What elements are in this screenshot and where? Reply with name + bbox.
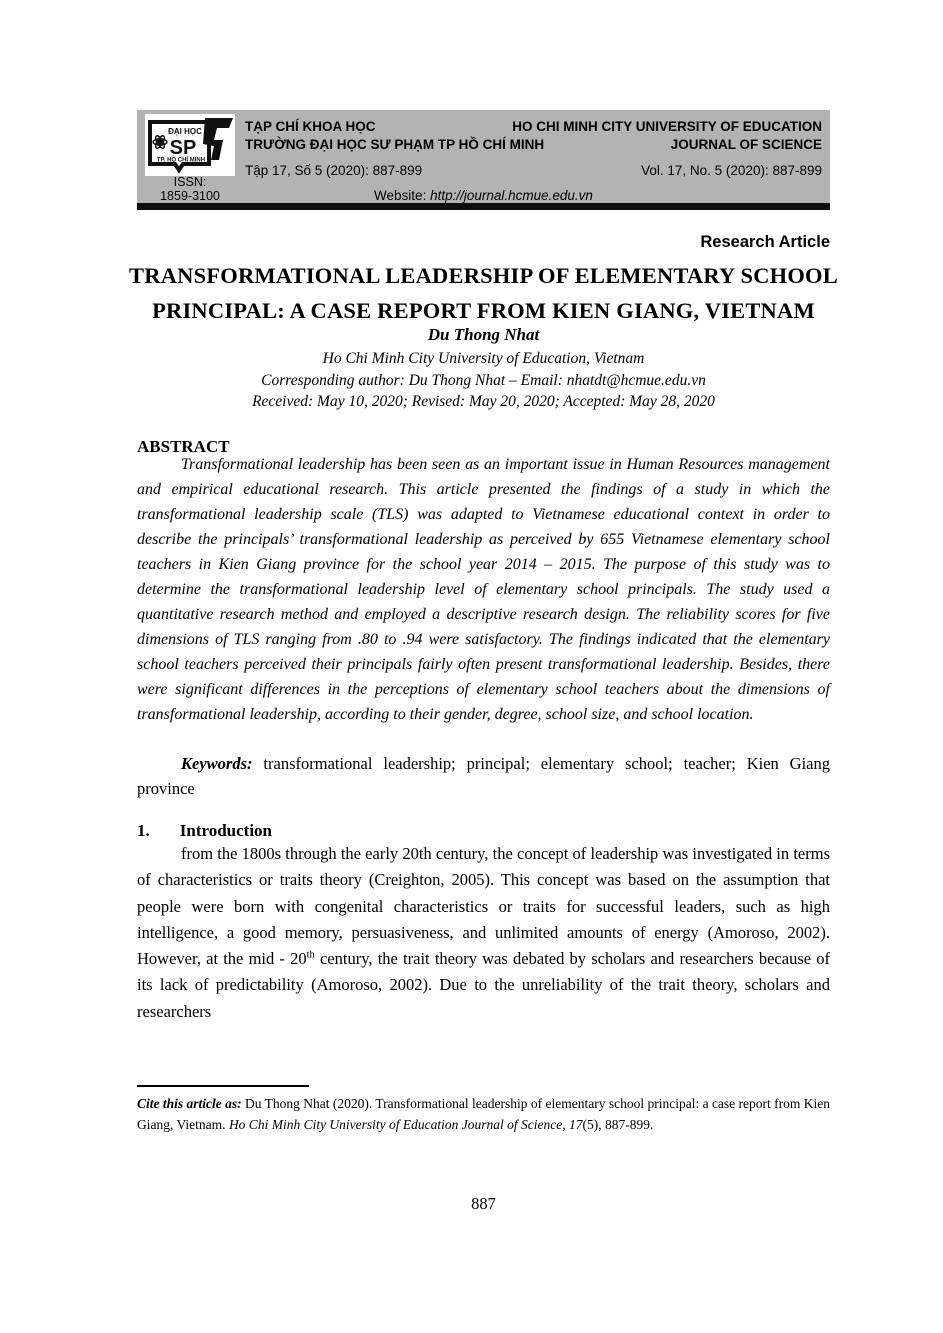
citation-note <box>137 1094 830 1135</box>
intro-text-part2: century, the trait theory was debated by scholars and researchers because of its lack of predictability (Amoroso, 2002). Due to the unreliability of the trait theory, scholars and researchers <box>137 949 831 1021</box>
journal-title-vietnamese <box>245 118 544 153</box>
corresponding-author-line: Corresponding author: Du Thong Nhat – Email: nhatdt@hcmue.edu.vn <box>261 372 706 389</box>
cite-issue-pages: (5), 887-899. <box>582 1116 654 1132</box>
journal-title-en-line2: JOURNAL OF SCIENCE <box>670 136 822 152</box>
issn-label: ISSN: <box>173 175 207 189</box>
logo-text-dai-hoc: ĐẠI HỌC <box>168 127 202 136</box>
keywords-text: transformational leadership; principal; elementary school; teacher; Kien Giang province <box>137 754 831 798</box>
logo-text-sp: SP <box>169 137 197 159</box>
article-title-line1: TRANSFORMATIONAL LEADERSHIP OF ELEMENTARY SCHOOL <box>129 263 838 288</box>
website-line <box>137 188 830 203</box>
keywords-label: Keywords: <box>181 754 253 773</box>
issue-info-vietnamese: Tập 17, Số 5 (2020): 887-899 <box>245 163 423 178</box>
article-dates-line: Received: May 10, 2020; Revised: May 20, 2020; Accepted: May 28, 2020 <box>252 393 715 410</box>
website-url: http://journal.hcmue.edu.vn <box>430 188 593 203</box>
issue-info-english: Vol. 17, No. 5 (2020): 887-899 <box>641 163 822 178</box>
intro-superscript: th <box>306 949 315 961</box>
footnote-divider <box>137 1085 309 1087</box>
section-number: 1. <box>137 821 150 840</box>
website-label: Website: <box>374 188 427 203</box>
intro-text-part1: from the 1800s through the early 20th century, the concept of leadership was investigated in terms of characteristics or traits theory (Creighton, 2005). This concept was based on the assumption that people were born with congenital characteristics or traits for successful leaders, such as high intelligence, a good memory, persuasiveness, and unlimited amounts of energy (Amoroso, 2002). However, at the mid - 20 <box>137 844 830 969</box>
abstract-paragraph: Transformational leadership has been seen as an important issue in Human Resources management and empirical educational research. This article presented the findings of a study in which the transformational leadership scale (TLS) was adapted to Vietnamese educational context in order to describe the principals’ transformational leadership as perceived by 655 Vietnamese elementary school teachers in Kien Giang province for the school year 2014 – 2015. The purpose of this study was to determine the transformational leadership level of elementary school principals. The study used a quantitative research method and employed a descriptive research design. The reliability scores for five dimensions of TLS ranging from .80 to .94 were satisfactory. The findings indicated that the elementary school teachers perceived their principals fairly often present transformational leadership. Besides, there were significant differences in the perceptions of elementary school teachers about the dimensions of transformational leadership, according to their gender, degree, school size, and school location. <box>137 456 830 723</box>
university-logo <box>145 114 235 176</box>
article-title <box>120 258 847 328</box>
logo-text-tphcm: TP. HỒ CHÍ MINH <box>156 157 206 164</box>
article-title-line2: PRINCIPAL: A CASE REPORT FROM KIEN GIANG, VIETNAM <box>152 298 815 323</box>
author-name: Du Thong Nhat <box>427 325 540 344</box>
journal-title-en-line1: HO CHI MINH CITY UNIVERSITY OF EDUCATION <box>512 119 822 134</box>
keywords-line <box>137 751 830 801</box>
journal-title-english <box>512 118 822 153</box>
cite-text: Du Thong Nhat (2020). Transformational leadership of elementary school principal: a case report from Kien Giang, Vietnam. <box>137 1096 831 1132</box>
issn-value: 1859-3100 <box>160 188 220 203</box>
abstract-heading: ABSTRACT <box>137 437 230 456</box>
journal-header <box>137 110 830 210</box>
university-logo-emblem <box>145 114 235 176</box>
author-affiliation: Ho Chi Minh City University of Education, Vietnam <box>322 350 645 367</box>
journal-title-vi-line1: TẠP CHÍ KHOA HỌC <box>245 119 376 134</box>
header-divider-bar <box>137 203 830 210</box>
journal-title-vi-line2: TRƯỜNG ĐẠI HỌC SƯ PHẠM TP HỒ CHÍ MINH <box>245 136 545 152</box>
cite-label: Cite this article as: <box>137 1096 242 1111</box>
article-type-label: Research Article <box>700 233 830 251</box>
cite-journal-name: Ho Chi Minh City University of Education Journal of Science, 17 <box>228 1116 583 1132</box>
section-title: Introduction <box>179 821 273 840</box>
section-heading-introduction <box>137 821 830 841</box>
introduction-paragraph <box>137 841 830 1025</box>
page-number: 887 <box>471 1194 496 1213</box>
